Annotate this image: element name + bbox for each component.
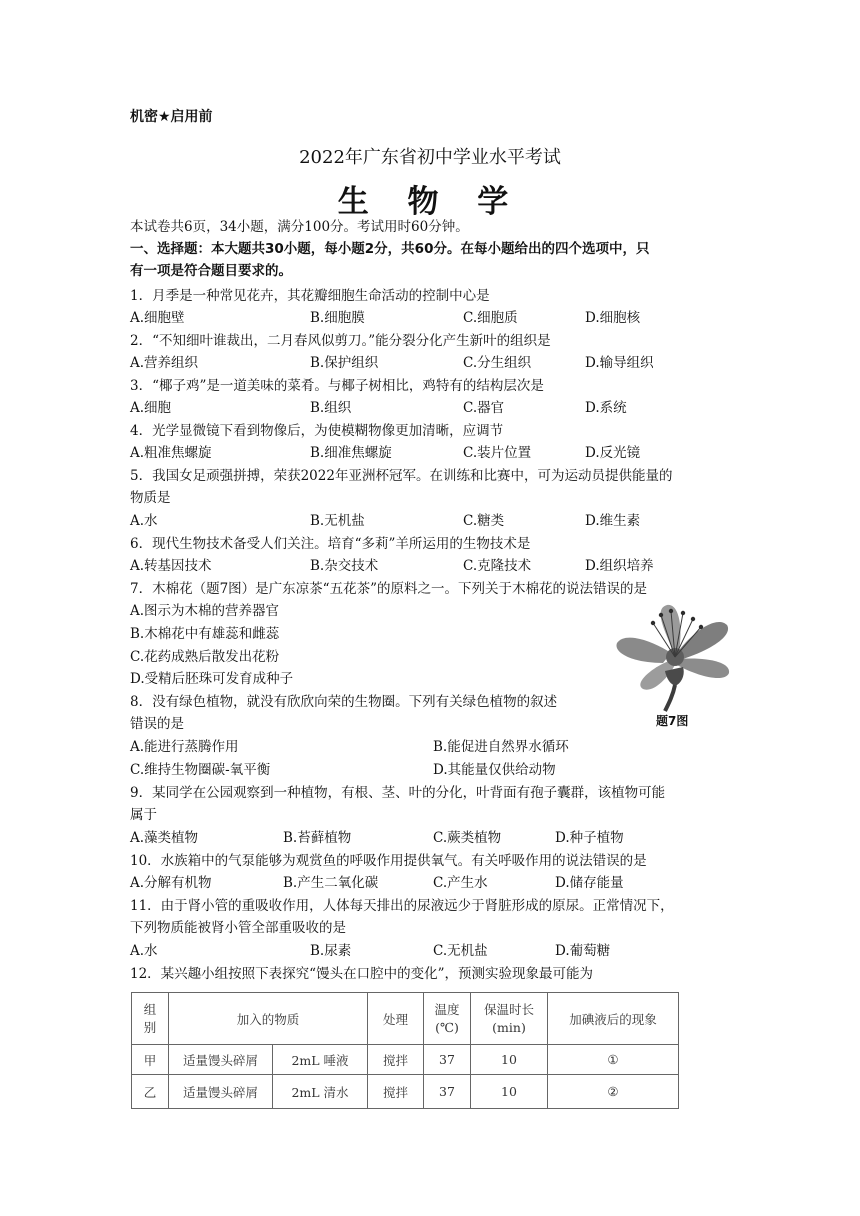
cell-temperature: 37: [424, 1075, 471, 1109]
header-process: 处理: [368, 993, 424, 1045]
option-c: C.维持生物圈碳-氧平衡: [130, 762, 271, 778]
option-a: A.粗准焦螺旋: [130, 445, 212, 461]
cell-temperature: 37: [424, 1045, 471, 1075]
option-c: C.分生组织: [463, 355, 532, 371]
option-b: B.尿素: [310, 943, 352, 959]
question-stem: 10．水族箱中的气泵能够为观赏鱼的呼吸作用提供氧气。有关呼吸作用的说法错误的是: [130, 853, 647, 869]
question-stem: 7．木棉花（题7图）是广东凉茶“五花茶”的原料之一。下列关于木棉花的说法错误的是: [130, 581, 647, 597]
question-stem-cont: 下列物质能被肾小管全部重吸收的是: [130, 920, 346, 936]
cell-process: 搅拌: [368, 1045, 424, 1075]
cell-substance-2: 2mL 唾液: [273, 1045, 368, 1075]
option-d: D.储存能量: [555, 875, 624, 891]
option-c: C.蕨类植物: [433, 830, 502, 846]
option-a: A.水: [130, 513, 158, 529]
section-heading: 一、选择题：本大题共30小题，每小题2分，共60分。在每小题给出的四个选项中，只: [130, 241, 650, 257]
option-c: C.装片位置: [463, 445, 532, 461]
cell-duration: 10: [471, 1045, 548, 1075]
question-stem: 2．“不知细叶谁裁出，二月春风似剪刀。”能分裂分化产生新叶的组织是: [130, 333, 551, 349]
option-b: B.细准焦螺旋: [310, 445, 392, 461]
option-d: D.受精后胚珠可发育成种子: [130, 671, 294, 687]
option-b: B.能促进自然界水循环: [433, 739, 569, 755]
option-b: B.组织: [310, 400, 352, 416]
cell-substance-1: 适量馒头碎屑: [169, 1045, 273, 1075]
question-stem: 1．月季是一种常见花卉，其花瓣细胞生命活动的控制中心是: [130, 288, 490, 304]
question-stem: 4．光学显微镜下看到物像后，为使模糊物像更加清晰，应调节: [130, 423, 504, 439]
option-a: A.藻类植物: [130, 830, 199, 846]
cell-group: 乙: [132, 1075, 169, 1109]
section-heading-cont: 有一项是符合题目要求的。: [130, 263, 292, 279]
confidential-mark: 机密★启用前: [130, 109, 213, 125]
option-d: D.系统: [585, 400, 627, 416]
option-c: C.无机盐: [433, 943, 488, 959]
figure-caption: 题7图: [656, 714, 689, 728]
option-b: B.无机盐: [310, 513, 365, 529]
header-group: 组 别: [132, 993, 169, 1045]
option-d: D.其能量仅供给动物: [433, 762, 556, 778]
option-d: D.输导组织: [585, 355, 654, 371]
question-stem: 6．现代生物技术备受人们关注。培育“多莉”羊所运用的生物技术是: [130, 536, 531, 552]
table-row: [132, 1075, 679, 1109]
option-c: C.克隆技术: [463, 558, 532, 574]
option-c: C.花药成熟后散发出花粉: [130, 649, 280, 665]
option-a: A.水: [130, 943, 158, 959]
option-a: A.图示为木棉的营养器官: [130, 603, 280, 619]
option-c: C.糖类: [463, 513, 505, 529]
option-b: B.杂交技术: [310, 558, 379, 574]
experiment-table: [131, 992, 679, 1109]
question-stem: 8．没有绿色植物，就没有欣欣向荣的生物圈。下列有关绿色植物的叙述: [130, 694, 558, 710]
option-a: A.能进行蒸腾作用: [130, 739, 239, 755]
option-d: D.葡萄糖: [555, 943, 611, 959]
option-c: C.器官: [463, 400, 505, 416]
option-d: D.细胞核: [585, 310, 641, 326]
option-d: D.组织培养: [585, 558, 654, 574]
table-header-row: [132, 993, 679, 1045]
option-c: C.产生水: [433, 875, 488, 891]
option-b: B.苔藓植物: [283, 830, 352, 846]
option-d: D.维生素: [585, 513, 641, 529]
question-stem: 11．由于肾小管的重吸收作用，人体每天排出的尿液远少于肾脏形成的原尿。正常情况下，: [130, 898, 674, 914]
option-d: D.反光镜: [585, 445, 641, 461]
option-a: A.细胞壁: [130, 310, 185, 326]
question-stem-cont: 错误的是: [130, 716, 184, 732]
header-result: 加碘液后的现象: [548, 993, 679, 1045]
header-duration: 保温时长 (min): [471, 993, 548, 1045]
cell-duration: 10: [471, 1075, 548, 1109]
option-b: B.细胞膜: [310, 310, 365, 326]
option-a: A.营养组织: [130, 355, 199, 371]
cell-group: 甲: [132, 1045, 169, 1075]
question-stem: 5．我国女足顽强拼搏，荣获2022年亚洲杯冠军。在训练和比赛中，可为运动员提供能量的: [130, 468, 673, 484]
cell-substance-2: 2mL 清水: [273, 1075, 368, 1109]
table-row: [132, 1045, 679, 1075]
option-a: A.细胞: [130, 400, 172, 416]
option-b: B.产生二氧化碳: [283, 875, 379, 891]
option-c: C.细胞质: [463, 310, 518, 326]
option-d: D.种子植物: [555, 830, 624, 846]
cell-substance-1: 适量馒头碎屑: [169, 1075, 273, 1109]
cell-result: ②: [548, 1075, 679, 1109]
option-a: A.转基因技术: [130, 558, 212, 574]
question-stem: 12．某兴趣小组按照下表探究“馒头在口腔中的变化”，预测实验现象最可能为: [130, 966, 593, 982]
question-stem: 9．某同学在公园观察到一种植物，有根、茎、叶的分化，叶背面有孢子囊群，该植物可能: [130, 785, 666, 801]
question-stem-cont: 物质是: [130, 490, 171, 506]
option-b: B.木棉花中有雄蕊和雌蕊: [130, 626, 280, 642]
question-stem: 3．“椰子鸡”是一道美味的菜肴。与椰子树相比，鸡特有的结构层次是: [130, 378, 544, 394]
question-stem-cont: 属于: [130, 807, 157, 823]
header-temperature: 温度 (℃): [424, 993, 471, 1045]
exam-title: 2022年广东省初中学业水平考试: [299, 147, 561, 168]
header-substance: 加入的物质: [169, 993, 368, 1045]
cell-process: 搅拌: [368, 1075, 424, 1109]
cell-result: ①: [548, 1045, 679, 1075]
subject-title: 生 物 学: [337, 184, 523, 220]
option-a: A.分解有机物: [130, 875, 212, 891]
option-b: B.保护组织: [310, 355, 379, 371]
exam-instructions: 本试卷共6页，34小题，满分100分。考试用时60分钟。: [130, 219, 469, 235]
